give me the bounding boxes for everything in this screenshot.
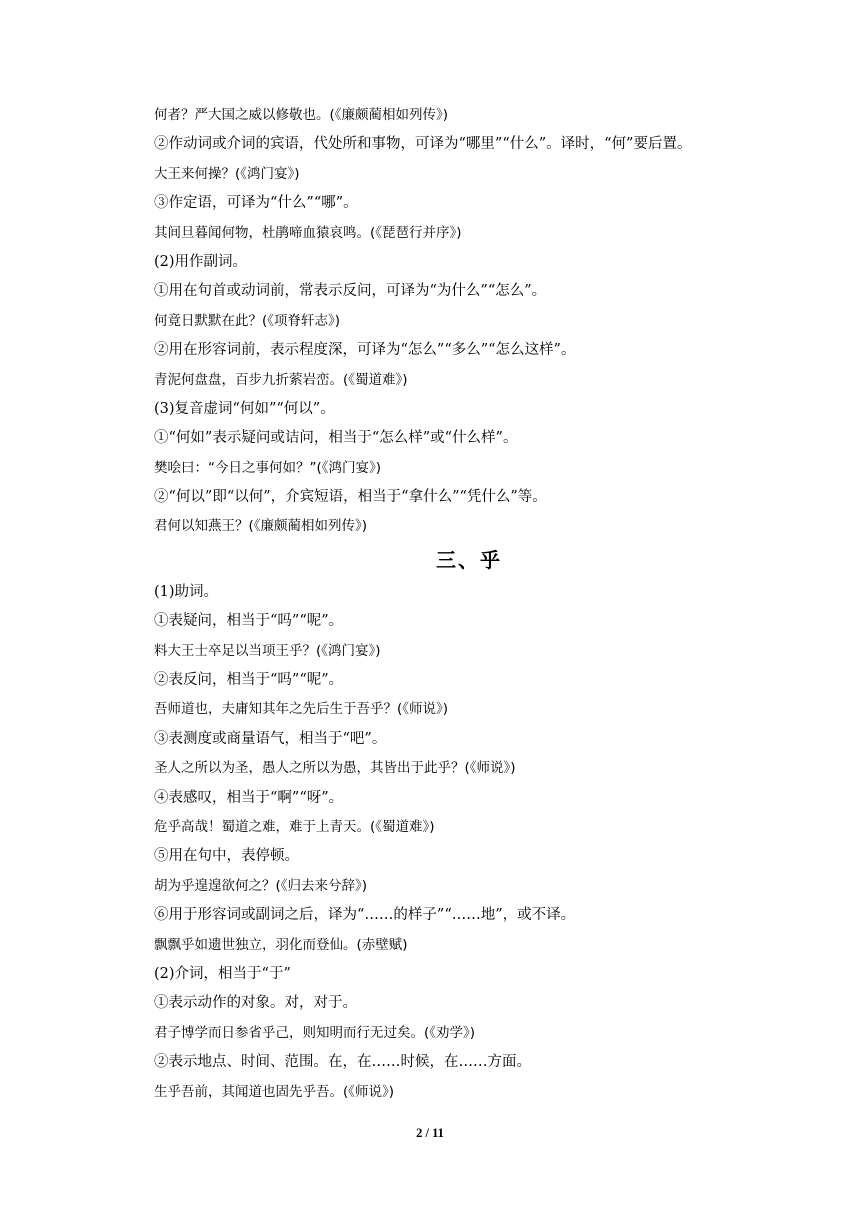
explanation-line: ②作动词或介词的宾语，代处所和事物，可译为“哪里”“什么”。译时，“何”要后置。 <box>154 136 692 153</box>
explanation-line: ④表感叹，相当于“啊”“呀”。 <box>154 789 344 806</box>
example-sentence: 何者？严大国之威以修敬也。(《廉颇蔺相如列传》) <box>154 107 449 123</box>
example-sentence: 君何以知燕王？(《廉颇蔺相如列传》) <box>154 518 368 535</box>
text-body <box>154 101 784 1107</box>
example-sentence: 君子博学而日参省乎己，则知明而行无过矣。(《劝学》) <box>154 1024 476 1041</box>
explanation-line: ⑥用于形容词或副词之后，译为“……的样子”“……地”，或不译。 <box>154 907 576 924</box>
section-heading: 三、乎 <box>436 547 502 572</box>
explanation-line: ②“何以”即“以何”，介宾短语，相当于“拿什么”“凭什么”等。 <box>154 489 547 506</box>
explanation-line: ①用在句首或动词前，常表示反问，可译为“为什么”“怎么”。 <box>154 283 547 300</box>
example-sentence: 胡为乎遑遑欲何之？(《归去来兮辞》) <box>154 877 368 894</box>
subsection-heading: (2)介词，相当于“于” <box>154 965 291 982</box>
explanation-line: ①“何如”表示疑问或诘问，相当于“怎么样”或“什么样”。 <box>154 430 518 447</box>
example-sentence: 生乎吾前，其闻道也固先乎吾。(《师说》) <box>154 1083 395 1100</box>
explanation-line: ②用在形容词前，表示程度深，可译为“怎么”“多么”“怎么这样”。 <box>154 342 576 359</box>
subsection-heading: (3)复音虚词“何如”“何以”。 <box>154 400 335 417</box>
example-sentence: 危乎高哉！蜀道之难，难于上青天。(《蜀道难》) <box>154 818 435 835</box>
explanation-line: ③表测度或商量语气，相当于“吧”。 <box>154 730 387 747</box>
example-sentence: 飘飘乎如遗世独立，羽化而登仙。(赤壁赋) <box>154 936 408 953</box>
example-sentence: 圣人之所以为圣，愚人之所以为愚，其皆出于此乎？(《师说》) <box>154 760 516 777</box>
explanation-line: ③作定语，可译为“什么”“哪”。 <box>154 195 358 212</box>
example-sentence: 何竟日默默在此？(《项脊轩志》) <box>154 312 341 329</box>
example-sentence: 大王来何操？(《鸿门宴》) <box>154 165 300 182</box>
explanation-line: ②表反问，相当于“吗”“呢”。 <box>154 672 344 689</box>
example-sentence: 其间旦暮闻何物，杜鹃啼血猿哀鸣。(《琵琶行并序》) <box>154 224 462 241</box>
explanation-line: ⑤用在句中，表停顿。 <box>154 848 299 865</box>
example-sentence: 青泥何盘盘，百步九折萦岩峦。(《蜀道难》) <box>154 371 408 388</box>
example-sentence: 樊哙曰：“今日之事何如？”(《鸿门宴》) <box>154 459 382 476</box>
example-sentence: 料大王士卒足以当项王乎？(《鸿门宴》) <box>154 642 381 659</box>
explanation-line: ①表疑问，相当于“吗”“呢”。 <box>154 613 344 630</box>
subsection-heading: (2)用作副词。 <box>154 253 248 270</box>
page-number: 2 / 11 <box>416 1126 444 1140</box>
subsection-heading: (1)助词。 <box>154 583 219 600</box>
explanation-line: ②表示地点、时间、范围。在，在……时候，在……方面。 <box>154 1054 531 1071</box>
example-sentence: 吾师道也，夫庸知其年之先后生于吾乎？(《师说》) <box>154 701 449 718</box>
explanation-line: ①表示动作的对象。对，对于。 <box>154 995 357 1012</box>
